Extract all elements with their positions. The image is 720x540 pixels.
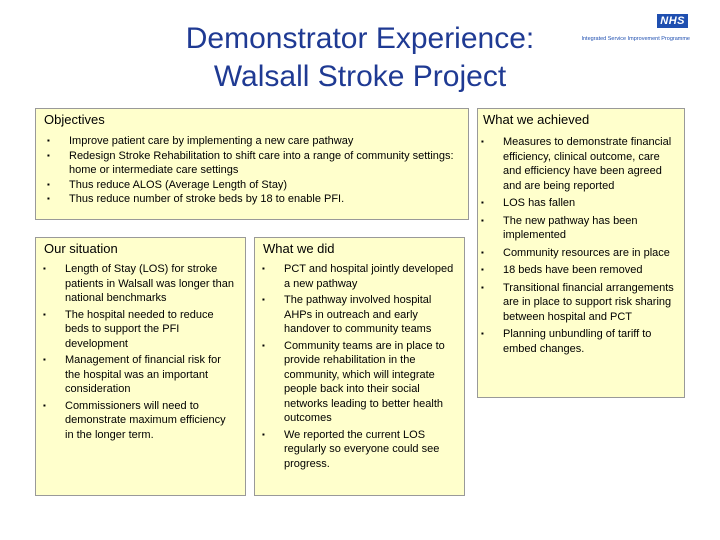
- list-item: ▪ Transitional financial arrangements are in place to support risk sharing between hospital and PCT: [503, 281, 678, 325]
- list-item: ▪ 18 beds have been removed: [503, 263, 678, 278]
- objectives-list: [44, 134, 460, 207]
- programme-name: Integrated Service Improvement Programme: [581, 36, 690, 42]
- list-item: ▪ Thus reduce ALOS (Average Length of Stay): [69, 178, 460, 193]
- page-title: [140, 20, 580, 96]
- list-item: ▪ PCT and hospital jointly developed a new pathway: [284, 262, 458, 291]
- what-we-did-list: [263, 262, 458, 471]
- list-item: ▪ Community teams are in place to provide rehabilitation in the community, which will integrate people back into their social networks leading to better health outcomes: [284, 339, 458, 426]
- list-item: ▪ The hospital needed to reduce beds to support the PFI development: [65, 308, 237, 352]
- nhs-logo: [581, 14, 705, 46]
- list-item: ▪ LOS has fallen: [503, 196, 678, 211]
- list-item: ▪ Community resources are in place: [503, 246, 678, 261]
- situation-box: [35, 237, 246, 496]
- list-item: ▪ Length of Stay (LOS) for stroke patients in Walsall was longer than national benchmarks: [65, 262, 237, 306]
- title-line-2: Walsall Stroke Project: [213, 60, 507, 93]
- what-we-achieved-box: [477, 108, 685, 398]
- objectives-heading: Objectives: [44, 112, 105, 127]
- list-item: ▪ We reported the current LOS regularly so everyone could see progress.: [284, 428, 458, 472]
- list-item: ▪ Management of financial risk for the hospital was an important consideration: [65, 353, 237, 397]
- list-item: ▪ Commissioners will need to demonstrate maximum efficiency in the longer term.: [65, 399, 237, 443]
- objectives-box: [35, 108, 469, 220]
- situation-heading: Our situation: [44, 241, 118, 256]
- title-line-1: Demonstrator Experience:: [185, 22, 535, 55]
- list-item: ▪ Measures to demonstrate financial efficiency, clinical outcome, care and efficiency have been agreed and are being reported: [503, 135, 678, 193]
- list-item: ▪ Redesign Stroke Rehabilitation to shift care into a range of community settings: home or intermediate care settings: [69, 149, 460, 178]
- list-item: ▪ Improve patient care by implementing a new care pathway: [69, 134, 460, 149]
- list-item: ▪ The new pathway has been implemented: [503, 214, 678, 243]
- list-item: ▪ Thus reduce number of stroke beds by 18 to enable PFI.: [69, 192, 460, 207]
- nhs-badge: NHS: [657, 14, 688, 28]
- list-item: ▪ The pathway involved hospital AHPs in outreach and early handover to community teams: [284, 293, 458, 337]
- what-we-did-box: [254, 237, 465, 496]
- what-we-did-heading: What we did: [263, 241, 335, 256]
- situation-list: [44, 262, 237, 442]
- what-we-achieved-heading: What we achieved: [483, 112, 590, 127]
- list-item: ▪ Planning unbundling of tariff to embed changes.: [503, 327, 678, 356]
- what-we-achieved-list: [483, 135, 678, 356]
